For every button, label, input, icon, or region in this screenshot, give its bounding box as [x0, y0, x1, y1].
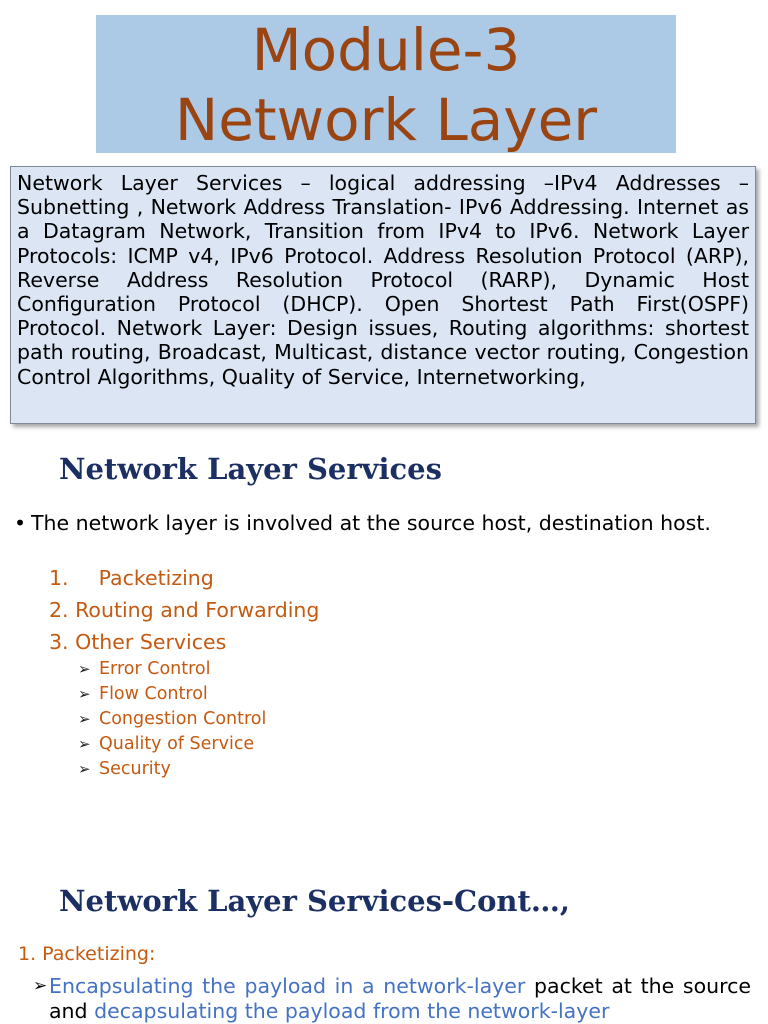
numbered-item-number: 2. [49, 598, 69, 622]
numbered-item-label: Other Services [75, 630, 227, 654]
arrow-bullet-icon: ➢ [78, 660, 91, 678]
section-heading-services: Network Layer Services [59, 452, 442, 486]
packetizing-label: 1. Packetizing: [18, 943, 156, 965]
packet-source-text: packet at the source and [49, 974, 751, 1023]
module-summary-text: Network Layer Services – logical addressing –IPv4 Addresses – Subnetting , Network Address Translation- IPv6 Addressing. Internet as a Datagram Network, Transition from IPv4 to IPv6. Network Layer Protocols: ICMP v4, IPv6 Protocol. Address Resolution Protocol (ARP), Reverse Address Resolution Protocol (RARP), Dynamic Host Configuration Protocol (DHCP). Open Shortest Path First(OSPF) Protocol. Network Layer: Design issues, Routing algorithms: shortest path routing, Broadcast, Multicast, distance vector routing, Congestion Control Algorithms, Quality of Service, Internetworking, [17, 171, 749, 389]
decapsulating-text: decapsulating the payload from the network-layer [94, 999, 610, 1023]
packetizing-bullet-text [33, 974, 751, 1024]
arrow-bullet-icon: ➢ [78, 735, 91, 753]
list-item [78, 732, 266, 757]
other-services-list [78, 657, 266, 782]
numbered-item-number: 1. [49, 566, 69, 590]
arrow-bullet-icon: ➢ [33, 976, 48, 996]
slide-title [96, 15, 676, 153]
list-item-label: Flow Control [99, 684, 208, 704]
packetizing-bullet [33, 974, 751, 1024]
module-summary-box [10, 166, 756, 424]
list-item-label: Quality of Service [99, 734, 255, 754]
numbered-item-other-services [49, 630, 226, 654]
services-bullet-text: The network layer is involved at the source host, destination host. [31, 511, 711, 535]
title-line-1: Module-3 [251, 16, 521, 84]
list-item-label: Security [99, 759, 171, 779]
title-line-2: Network Layer [174, 86, 598, 154]
numbered-item-routing [49, 598, 319, 622]
services-bullet [14, 511, 754, 535]
bullet-dot-icon: • [14, 511, 27, 535]
list-item [78, 757, 266, 782]
section-heading-services-cont: Network Layer Services-Cont…, [59, 884, 570, 918]
arrow-bullet-icon: ➢ [78, 760, 91, 778]
list-item [78, 682, 266, 707]
list-item [78, 657, 266, 682]
encapsulating-text: Encapsulating the payload in a network-layer [49, 974, 526, 998]
list-item-label: Error Control [99, 659, 211, 679]
numbered-item-packetizing [49, 566, 214, 590]
list-item-label: Congestion Control [99, 709, 267, 729]
list-item [78, 707, 266, 732]
numbered-item-label: Routing and Forwarding [75, 598, 320, 622]
arrow-bullet-icon: ➢ [78, 685, 91, 703]
arrow-bullet-icon: ➢ [78, 710, 91, 728]
numbered-item-number: 3. [49, 630, 69, 654]
numbered-item-label: Packetizing [98, 566, 214, 590]
